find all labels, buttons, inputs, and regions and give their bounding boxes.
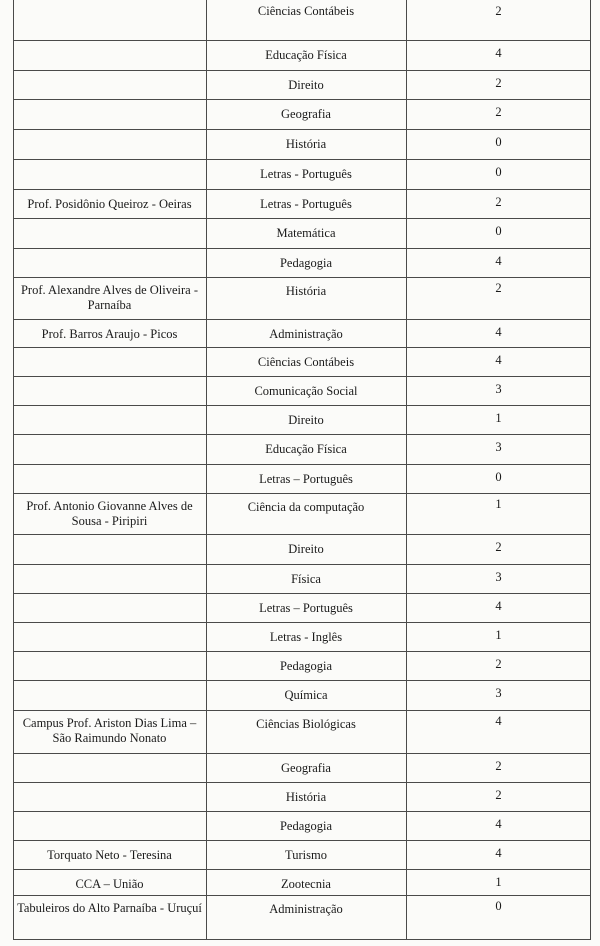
table-row [13,535,591,565]
column-divider [13,0,14,940]
campus-cell: Prof. Antonio Giovanne Alves de Sousa - Piripiri [26,499,193,528]
table-row [13,681,591,711]
campus-cell [13,754,206,782]
vacancies-cell: 4 [495,46,502,60]
campus-cell [13,535,206,564]
vacancies-cell: 1 [495,411,502,425]
course-cell: Ciência da computação [247,500,365,514]
course-cell: História [285,790,327,804]
table-row [13,711,591,754]
campus-cell [13,348,206,376]
column-divider [406,0,407,940]
campus-cell [13,71,206,99]
course-cell: Educação Física [265,442,347,456]
vacancies-cell: 4 [495,846,502,860]
table-row [13,100,591,130]
table-row [13,219,591,249]
campus-cell [13,406,206,434]
campus-cell [13,812,206,840]
table-row [13,652,591,681]
table-row [13,348,591,377]
vacancies-cell: 2 [495,657,502,671]
table-row [13,0,591,41]
table-row [13,465,591,494]
course-cell: Turismo [285,848,327,862]
campus-cell [13,41,206,70]
vacancies-cell: 4 [495,599,502,613]
course-cell: Física [291,572,321,586]
campus-cell [13,0,206,40]
course-cell: Matemática [276,226,336,240]
table-row [13,812,591,841]
campus-cell [13,783,206,811]
vacancies-cell: 3 [495,440,502,454]
table-row [13,406,591,435]
vacancies-cell: 3 [495,570,502,584]
table-row [13,249,591,278]
campus-cell: Campus Prof. Ariston Dias Lima – São Raimundo Nonato [22,716,197,745]
table-row [13,41,591,71]
campus-cell [13,652,206,680]
campus-cell [13,435,206,464]
course-cell: Geografia [281,761,331,775]
course-cell: História [285,284,327,298]
course-cell: Letras - Inglês [269,630,343,644]
course-cell: Ciências Contábeis [257,4,355,18]
campus-cell [13,465,206,493]
campus-cell [13,565,206,593]
course-cell: Ciências Contábeis [257,355,355,369]
course-cell: Letras - Português [260,197,352,211]
course-cell: Comunicação Social [254,384,358,398]
table-row [13,130,591,160]
course-cell: Geografia [281,107,331,121]
vacancies-cell: 1 [495,497,502,511]
table-row [13,190,591,219]
vacancies-cell: 2 [495,4,502,18]
course-cell: Química [284,688,328,702]
vacancies-cell: 0 [495,165,502,179]
table-row [13,160,591,190]
vacancies-cell: 0 [495,224,502,238]
campus-cell [13,219,206,248]
vacancies-cell: 0 [495,899,502,913]
vacancies-cell: 4 [495,325,502,339]
campus-cell [13,623,206,651]
vacancies-cell: 1 [495,628,502,642]
campus-cell [13,594,206,622]
course-cell: Direito [288,78,324,92]
vacancies-cell: 4 [495,353,502,367]
vacancies-cell: 2 [495,105,502,119]
course-cell: Direito [288,413,324,427]
table-row [13,754,591,783]
campus-cell: Tabuleiros do Alto Parnaíba - Uruçuí [17,901,202,915]
table-row [13,435,591,465]
course-cell: Direito [288,542,324,556]
vacancies-cell: 4 [495,254,502,268]
campus-cell: Prof. Barros Araujo - Picos [41,327,178,341]
course-cell: Ciências Biológicas [256,717,356,731]
vacancies-cell: 2 [495,76,502,90]
course-cell: Administração [269,327,343,341]
campus-cell: Torquato Neto - Teresina [47,848,172,862]
vacancies-cell: 2 [495,195,502,209]
course-cell: Administração [269,902,343,916]
course-cell: Letras - Português [260,167,352,181]
course-cell: Pedagogia [279,819,333,833]
table-row [13,320,591,348]
table-row [13,870,591,896]
table-row [13,783,591,812]
vacancies-cell: 4 [495,817,502,831]
vacancies-cell: 0 [495,135,502,149]
vacancies-cell: 3 [495,382,502,396]
course-cell: Educação Física [265,48,347,62]
campus-cell: Prof. Posidônio Queiroz - Oeiras [27,197,192,211]
table-row [13,494,591,535]
vacancies-cell: 4 [495,714,502,728]
table-row [13,71,591,100]
course-cell: Pedagogia [279,256,333,270]
course-cell: Zootecnia [281,877,331,891]
table-row [13,841,591,870]
campus-cell [13,377,206,405]
vacancies-cell: 2 [495,540,502,554]
table-row [13,278,591,320]
vacancies-cell: 1 [495,875,502,889]
vacancies-cell: 0 [495,470,502,484]
course-cell: História [285,137,327,151]
campus-cell [13,130,206,159]
column-divider [590,0,591,940]
course-cell: Letras – Português [259,601,353,615]
table-row [13,896,591,940]
table-row [13,623,591,652]
table-row [13,377,591,406]
table-row [13,594,591,623]
column-divider [206,0,207,940]
vacancies-cell: 2 [495,788,502,802]
campus-cell [13,100,206,129]
campus-cell: CCA – União [75,877,144,891]
course-cell: Pedagogia [279,659,333,673]
campus-cell [13,249,206,277]
vacancies-cell: 3 [495,686,502,700]
vacancies-cell: 2 [495,281,502,295]
campus-cell: Prof. Alexandre Alves de Oliveira - Parnaíba [20,283,199,312]
course-cell: Letras – Português [259,472,353,486]
table-row [13,565,591,594]
campus-cell [13,681,206,710]
campus-cell [13,160,206,189]
vacancies-cell: 2 [495,759,502,773]
